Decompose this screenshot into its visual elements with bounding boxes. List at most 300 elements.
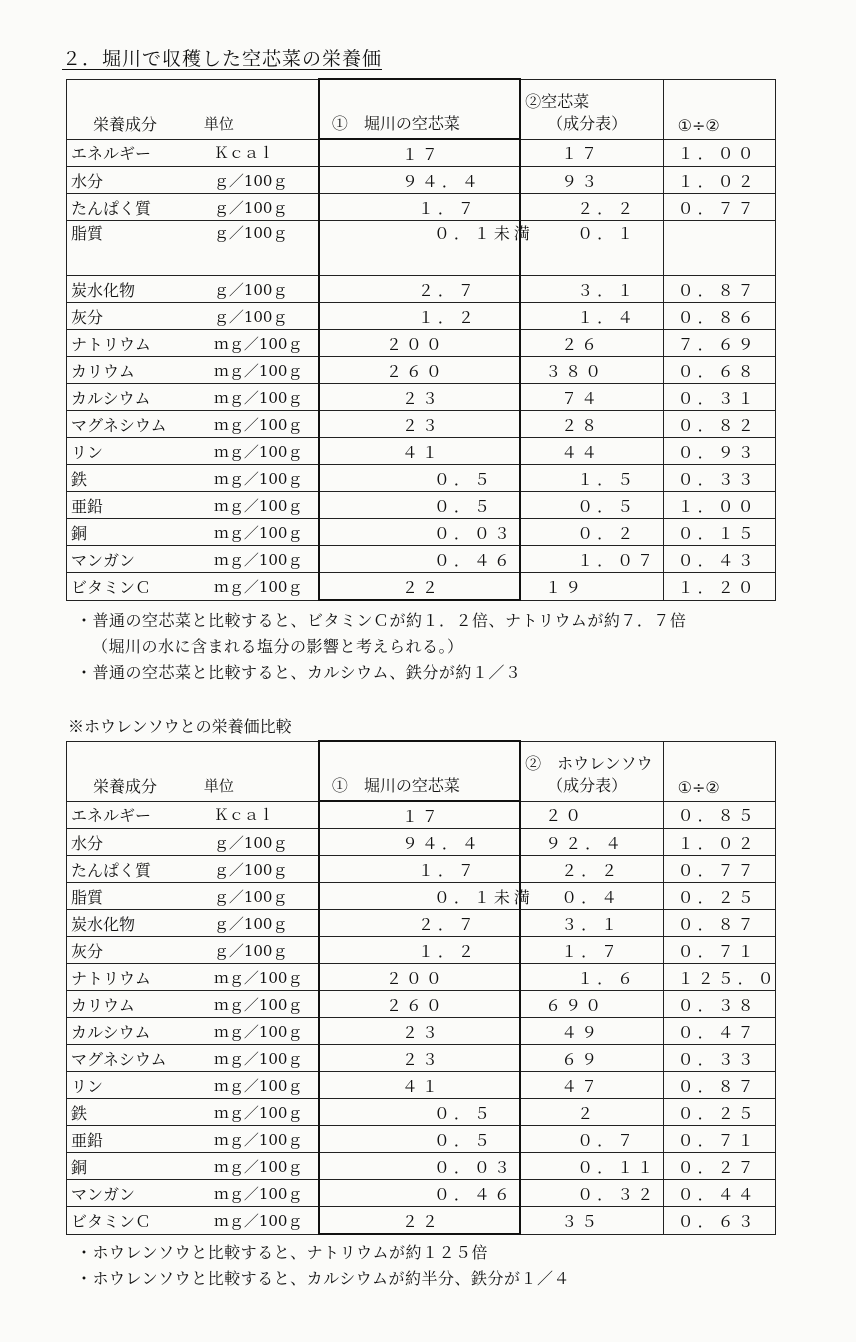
nutrient-unit: ｍｇ／100ｇ — [213, 1022, 303, 1041]
reference-value: １．６ — [577, 968, 638, 988]
ratio-value: １．０２ — [677, 171, 758, 191]
horikawa-value-cell — [319, 139, 520, 167]
nutrient-unit: ｇ／100ｇ — [213, 887, 288, 906]
ratio-value: ０．８２ — [677, 415, 758, 435]
note-line: （堀川の水に含まれる塩分の影響と考えられる。） — [92, 637, 464, 656]
ratio-value-cell — [663, 221, 775, 276]
ratio-value: ０．８７ — [677, 914, 758, 934]
horikawa-value: ０．５ — [433, 1130, 494, 1150]
nutrient-name: 亜鉛 — [71, 1130, 104, 1150]
page-title: ２．堀川で収穫した空芯菜の栄養価 — [62, 48, 383, 70]
horikawa-value-cell — [319, 991, 520, 1018]
nutrient-name: 灰分 — [71, 307, 104, 327]
reference-value-cell — [520, 573, 663, 601]
horikawa-value: １．７ — [417, 198, 478, 218]
horikawa-value: ０．１未満 — [433, 887, 534, 907]
nutrient-cell — [67, 1126, 319, 1153]
horikawa-value: ９４．４ — [401, 833, 482, 853]
horikawa-value: ０．０３ — [433, 1157, 514, 1177]
nutrient-cell — [67, 194, 319, 221]
horikawa-value-cell — [319, 303, 520, 330]
ratio-value-cell — [663, 330, 775, 357]
reference-value: １７ — [561, 144, 602, 164]
reference-value-cell — [520, 167, 663, 194]
nutrient-cell — [67, 1045, 319, 1072]
nutrient-unit: ｍｇ／100ｇ — [213, 1103, 303, 1122]
table-row — [67, 519, 776, 546]
horikawa-value-cell — [319, 357, 520, 384]
ratio-value-cell — [663, 1045, 775, 1072]
ratio-value-cell — [663, 910, 775, 937]
table-row — [67, 964, 776, 991]
ratio-value-cell — [663, 1072, 775, 1099]
reference-value: ７４ — [561, 388, 602, 408]
reference-value: ３．１ — [577, 280, 638, 300]
ratio-value-cell — [663, 519, 775, 546]
ratio-value-cell — [663, 829, 775, 856]
horikawa-value: ０．５ — [433, 469, 494, 489]
table-row — [67, 1207, 776, 1235]
nutrient-unit: ｍｇ／100ｇ — [213, 334, 303, 353]
nutrient-cell — [67, 1018, 319, 1045]
ratio-value: ０．４７ — [677, 1022, 758, 1042]
horikawa-value-cell — [319, 829, 520, 856]
nutrient-name: カリウム — [71, 995, 135, 1015]
nutrient-name: マンガン — [71, 550, 136, 570]
table-row — [67, 276, 776, 303]
nutrient-unit: ｍｇ／100ｇ — [213, 995, 303, 1014]
ratio-value: ０．２５ — [677, 887, 758, 907]
table-row — [67, 1072, 776, 1099]
nutrient-name: カルシウム — [71, 1022, 151, 1042]
nutrient-cell — [67, 167, 319, 194]
nutrient-cell — [67, 991, 319, 1018]
nutrient-name: マグネシウム — [71, 415, 167, 435]
horikawa-value: ４１ — [401, 1076, 442, 1096]
nutrient-unit: ｍｇ／100ｇ — [213, 361, 303, 380]
nutrient-name: 亜鉛 — [71, 496, 104, 516]
horikawa-value-cell — [319, 465, 520, 492]
nutrient-cell — [67, 829, 319, 856]
horikawa-value-cell — [319, 1018, 520, 1045]
reference-value-cell — [520, 1018, 663, 1045]
reference-value-cell — [520, 276, 663, 303]
nutrient-cell — [67, 546, 319, 573]
table-header-row — [67, 79, 776, 139]
table-row — [67, 357, 776, 384]
nutrient-name: 水分 — [71, 833, 104, 853]
note-line: ・ホウレンソウと比較すると、ナトリウムが約１２５倍 — [76, 1243, 488, 1262]
reference-value: ６９ — [561, 1049, 602, 1069]
reference-value: ２０ — [545, 806, 586, 826]
nutrient-cell — [67, 276, 319, 303]
reference-value-cell — [520, 964, 663, 991]
nutrient-name: 銅 — [71, 523, 88, 543]
nutrient-unit: ｍｇ／100ｇ — [213, 550, 303, 569]
nutrient-cell — [67, 910, 319, 937]
horikawa-value: ０．５ — [433, 496, 494, 516]
nutrient-name: ナトリウム — [71, 968, 151, 988]
nutrient-unit: ｍｇ／100ｇ — [213, 577, 303, 596]
reference-value-cell — [520, 1045, 663, 1072]
ratio-value-cell — [663, 1018, 775, 1045]
table-row — [67, 1045, 776, 1072]
table-row — [67, 883, 776, 910]
nutrient-unit: ｍｇ／100ｇ — [213, 496, 303, 515]
ratio-value: ０．２７ — [677, 1157, 758, 1177]
horikawa-value: ２００ — [385, 968, 446, 988]
header-col1: ① 堀川の空芯菜 — [319, 79, 520, 139]
reference-value-cell — [520, 910, 663, 937]
horikawa-value-cell — [319, 1207, 520, 1235]
ratio-value-cell — [663, 492, 775, 519]
reference-value: １．０７ — [577, 550, 658, 570]
horikawa-value: ２００ — [385, 334, 446, 354]
horikawa-value-cell — [319, 883, 534, 910]
ratio-value: ０．７１ — [677, 1130, 758, 1150]
horikawa-value-cell — [319, 964, 520, 991]
table-header-row — [67, 741, 776, 801]
horikawa-value: １．７ — [417, 860, 478, 880]
horikawa-value: ２．７ — [417, 280, 478, 300]
nutrient-unit: ｇ／100ｇ — [213, 914, 288, 933]
reference-value: １．５ — [577, 469, 638, 489]
table-row — [67, 1099, 776, 1126]
reference-value-cell — [520, 438, 663, 465]
horikawa-value-cell — [319, 1045, 520, 1072]
reference-value-cell — [520, 330, 663, 357]
nutrient-unit: ｇ／100ｇ — [213, 860, 288, 879]
reference-value-cell — [520, 465, 663, 492]
reference-value: ０．２ — [577, 523, 638, 543]
reference-value-cell — [520, 801, 663, 829]
nutrient-name: マグネシウム — [71, 1049, 167, 1069]
horikawa-value-cell — [319, 546, 520, 573]
nutrient-name: ビタミンＣ — [71, 1211, 152, 1231]
header-col1: ① 堀川の空芯菜 — [319, 741, 520, 801]
nutrient-cell — [67, 438, 319, 465]
header-unit: 単位 — [203, 114, 234, 133]
nutrient-name: 鉄 — [71, 469, 88, 489]
nutrient-unit: ｇ／100ｇ — [213, 833, 288, 852]
ratio-value: １．０２ — [677, 833, 758, 853]
ratio-value-cell — [663, 937, 775, 964]
nutrient-unit: Ｋｃａｌ — [213, 806, 274, 825]
nutrient-cell — [67, 330, 319, 357]
horikawa-value-cell — [319, 276, 520, 303]
table-row — [67, 801, 776, 829]
reference-value-cell — [520, 1180, 663, 1207]
ratio-value: ０．６３ — [677, 1211, 758, 1231]
reference-value-cell — [520, 1126, 663, 1153]
reference-value-cell — [520, 194, 663, 221]
nutrient-unit: ｇ／100ｇ — [213, 171, 288, 190]
horikawa-value-cell — [319, 384, 520, 411]
nutrient-unit: ｍｇ／100ｇ — [213, 968, 303, 987]
reference-value: ４７ — [561, 1076, 602, 1096]
nutrient-name: リン — [71, 1076, 104, 1096]
ratio-value-cell — [663, 167, 775, 194]
table-row — [67, 1126, 776, 1153]
ratio-value: ７．６９ — [677, 334, 758, 354]
reference-value: ９３ — [561, 171, 602, 191]
nutrient-cell — [67, 1180, 319, 1207]
ratio-value-cell — [663, 856, 775, 883]
reference-value: ２８ — [561, 415, 602, 435]
table-row — [67, 937, 776, 964]
reference-value: ４４ — [561, 442, 602, 462]
nutrient-name: 脂質 — [71, 224, 104, 243]
reference-value: ３．１ — [561, 914, 622, 934]
nutrient-cell — [67, 964, 319, 991]
table-row — [67, 411, 776, 438]
nutrient-unit: ｍｇ／100ｇ — [213, 1130, 303, 1149]
horikawa-value-cell — [319, 856, 520, 883]
nutrient-cell — [67, 357, 319, 384]
ratio-value-cell — [663, 1099, 775, 1126]
header-nutrient: 栄養成分 — [93, 776, 158, 796]
nutrient-cell — [67, 573, 319, 601]
horikawa-value: １７ — [401, 144, 442, 164]
table-row — [67, 194, 776, 221]
ratio-value: ０．７７ — [677, 860, 758, 880]
nutrient-unit: ｇ／100ｇ — [213, 307, 288, 326]
table-row — [67, 1153, 776, 1180]
reference-value-cell — [520, 139, 663, 167]
nutrient-cell — [67, 411, 319, 438]
reference-value-cell — [520, 991, 663, 1018]
reference-value: ９２．４ — [545, 833, 626, 853]
header-col3: ①÷② — [663, 79, 775, 139]
ratio-value: ０．７７ — [677, 198, 758, 218]
reference-value: ２．２ — [561, 860, 622, 880]
reference-value: ０．１ — [577, 224, 638, 243]
nutrient-name: エネルギー — [71, 144, 152, 164]
ratio-value: ０．２５ — [677, 1103, 758, 1123]
ratio-value: ０．３３ — [677, 469, 758, 489]
header-col3: ①÷② — [663, 741, 775, 801]
ratio-value-cell — [663, 465, 775, 492]
nutrient-unit: ｍｇ／100ｇ — [213, 469, 303, 488]
nutrient-name: 鉄 — [71, 1103, 88, 1123]
ratio-value-cell — [663, 139, 775, 167]
reference-value: ０．４ — [561, 887, 622, 907]
ratio-value-cell — [663, 438, 775, 465]
horikawa-value: ２．７ — [417, 914, 478, 934]
horikawa-value-cell — [319, 438, 520, 465]
nutrient-unit: Ｋｃａｌ — [213, 144, 274, 163]
table-row — [67, 303, 776, 330]
ratio-value-cell — [663, 1207, 775, 1235]
ratio-value: ０．８７ — [677, 280, 758, 300]
horikawa-value: ２３ — [401, 415, 442, 435]
reference-value-cell — [520, 303, 663, 330]
table-row — [67, 167, 776, 194]
horikawa-value: ２２ — [401, 1211, 442, 1231]
horikawa-value-cell — [319, 519, 520, 546]
ratio-value: ０．８７ — [677, 1076, 758, 1096]
nutrient-name: リン — [71, 442, 104, 462]
nutrient-name: たんぱく質 — [71, 198, 152, 218]
nutrient-unit: ｍｇ／100ｇ — [213, 523, 303, 542]
reference-value: ０．７ — [577, 1130, 638, 1150]
ratio-value: ０．７１ — [677, 941, 758, 961]
horikawa-value-cell — [319, 492, 520, 519]
nutrient-cell — [67, 303, 319, 330]
horikawa-value-cell — [319, 411, 520, 438]
ratio-value: １．２０ — [677, 577, 758, 597]
nutrient-unit: ｍｇ／100ｇ — [213, 1157, 303, 1176]
horikawa-value: ０．４６ — [433, 550, 514, 570]
note-line: ・ホウレンソウと比較すると、カルシウムが約半分、鉄分が１／４ — [76, 1269, 571, 1288]
nutrient-unit: ｍｇ／100ｇ — [213, 388, 303, 407]
table-row — [67, 1180, 776, 1207]
reference-value-cell — [520, 1099, 663, 1126]
ratio-value: ０．９３ — [677, 442, 758, 462]
ratio-value-cell — [663, 357, 775, 384]
nutrient-cell — [67, 139, 319, 167]
table-row — [67, 991, 776, 1018]
reference-value: ０．１１ — [577, 1157, 658, 1177]
header-col2: ②空芯菜 （成分表） — [520, 79, 663, 139]
horikawa-value: ２２ — [401, 577, 442, 597]
nutrient-unit: ｍｇ／100ｇ — [213, 1076, 303, 1095]
nutrient-cell — [67, 856, 319, 883]
reference-value-cell — [520, 1153, 663, 1180]
section-title: ※ホウレンソウとの栄養価比較 — [68, 717, 292, 736]
ratio-value: ０．４４ — [677, 1184, 758, 1204]
horikawa-value-cell — [319, 801, 520, 829]
table-row — [67, 221, 776, 276]
reference-value: １９ — [545, 577, 586, 597]
ratio-value: １．００ — [677, 496, 758, 516]
horikawa-value-cell — [319, 1180, 520, 1207]
horikawa-value-cell — [319, 330, 520, 357]
horikawa-value: ２６０ — [385, 995, 446, 1015]
horikawa-value-cell — [319, 910, 520, 937]
header-nutrient: 栄養成分 — [93, 114, 158, 134]
table-row — [67, 910, 776, 937]
header-col2: ② ホウレンソウ （成分表） — [520, 741, 663, 801]
ratio-value-cell — [663, 991, 775, 1018]
horikawa-value: ２３ — [401, 1049, 442, 1069]
horikawa-value-cell — [319, 194, 520, 221]
reference-value-cell — [520, 829, 663, 856]
nutrient-cell — [67, 221, 319, 276]
nutrition-table-1 — [66, 78, 776, 601]
note-line: ・普通の空芯菜と比較すると、カルシウム、鉄分が約１／３ — [76, 663, 522, 682]
nutrient-name: マンガン — [71, 1184, 136, 1204]
ratio-value-cell — [663, 801, 775, 829]
reference-value: ２６ — [561, 334, 602, 354]
horikawa-value: ２６０ — [385, 361, 446, 381]
nutrient-cell — [67, 1153, 319, 1180]
nutrient-name: 炭水化物 — [71, 280, 136, 300]
nutrient-unit: ｇ／100ｇ — [213, 198, 288, 217]
nutrient-name: たんぱく質 — [71, 860, 152, 880]
ratio-value: ０．６８ — [677, 361, 758, 381]
nutrient-name: ビタミンＣ — [71, 577, 152, 597]
ratio-value-cell — [663, 194, 775, 221]
nutrient-name: カルシウム — [71, 388, 151, 408]
reference-value-cell — [520, 357, 663, 384]
nutrient-name: 灰分 — [71, 941, 104, 961]
reference-value-cell — [520, 546, 663, 573]
ratio-value-cell — [663, 1153, 775, 1180]
table-row — [67, 465, 776, 492]
horikawa-value: ０．１未満 — [433, 224, 534, 243]
reference-value: ３５ — [561, 1211, 602, 1231]
ratio-value: ０．１５ — [677, 523, 758, 543]
horikawa-value: １７ — [401, 806, 442, 826]
ratio-value: １．００ — [677, 144, 758, 164]
reference-value: ０．５ — [577, 496, 638, 516]
reference-value: ３８０ — [545, 361, 606, 381]
ratio-value: １２５．０ — [677, 968, 778, 988]
table-row — [67, 438, 776, 465]
nutrient-cell — [67, 492, 319, 519]
ratio-value-cell — [663, 883, 775, 910]
nutrient-unit: ｍｇ／100ｇ — [213, 442, 303, 461]
reference-value-cell — [520, 856, 663, 883]
horikawa-value-cell — [319, 167, 520, 194]
ratio-value-cell — [663, 384, 775, 411]
nutrient-name: カリウム — [71, 361, 135, 381]
nutrient-unit: ｍｇ／100ｇ — [213, 415, 303, 434]
ratio-value: ０．３８ — [677, 995, 758, 1015]
reference-value-cell — [520, 221, 663, 276]
nutrient-unit: ｇ／100ｇ — [213, 280, 288, 299]
table-row — [67, 1018, 776, 1045]
reference-value-cell — [520, 384, 663, 411]
horikawa-value: ０．５ — [433, 1103, 494, 1123]
ratio-value: ０．３１ — [677, 388, 758, 408]
reference-value: ６９０ — [545, 995, 606, 1015]
table-row — [67, 856, 776, 883]
reference-value-cell — [520, 883, 663, 910]
ratio-value-cell — [663, 573, 775, 601]
reference-value: ４９ — [561, 1022, 602, 1042]
reference-value: ０．３２ — [577, 1184, 658, 1204]
horikawa-value: ９４．４ — [401, 171, 482, 191]
reference-value: ２ — [577, 1103, 598, 1123]
ratio-value-cell — [663, 303, 775, 330]
nutrient-name: エネルギー — [71, 806, 152, 826]
nutrient-unit: ｍｇ／100ｇ — [213, 1211, 303, 1230]
horikawa-value-cell — [319, 1153, 520, 1180]
ratio-value-cell — [663, 546, 775, 573]
horikawa-value-cell — [319, 573, 520, 601]
ratio-value — [668, 221, 678, 240]
horikawa-value-cell — [319, 1072, 520, 1099]
reference-value-cell — [520, 411, 663, 438]
nutrient-unit: ｇ／100ｇ — [213, 224, 288, 242]
ratio-value: ０．３３ — [677, 1049, 758, 1069]
header-nutrient-unit — [67, 79, 319, 139]
ratio-value: ０．８５ — [677, 806, 758, 826]
nutrient-name: ナトリウム — [71, 334, 151, 354]
nutrient-name: 炭水化物 — [71, 914, 136, 934]
reference-value-cell — [520, 1207, 663, 1235]
nutrient-cell — [67, 1072, 319, 1099]
nutrient-cell — [67, 1207, 319, 1235]
horikawa-value: ０．４６ — [433, 1184, 514, 1204]
nutrient-cell — [67, 883, 319, 910]
table-row — [67, 330, 776, 357]
horikawa-value-cell — [319, 1126, 520, 1153]
ratio-value: ０．８６ — [677, 307, 758, 327]
table-row — [67, 139, 776, 167]
